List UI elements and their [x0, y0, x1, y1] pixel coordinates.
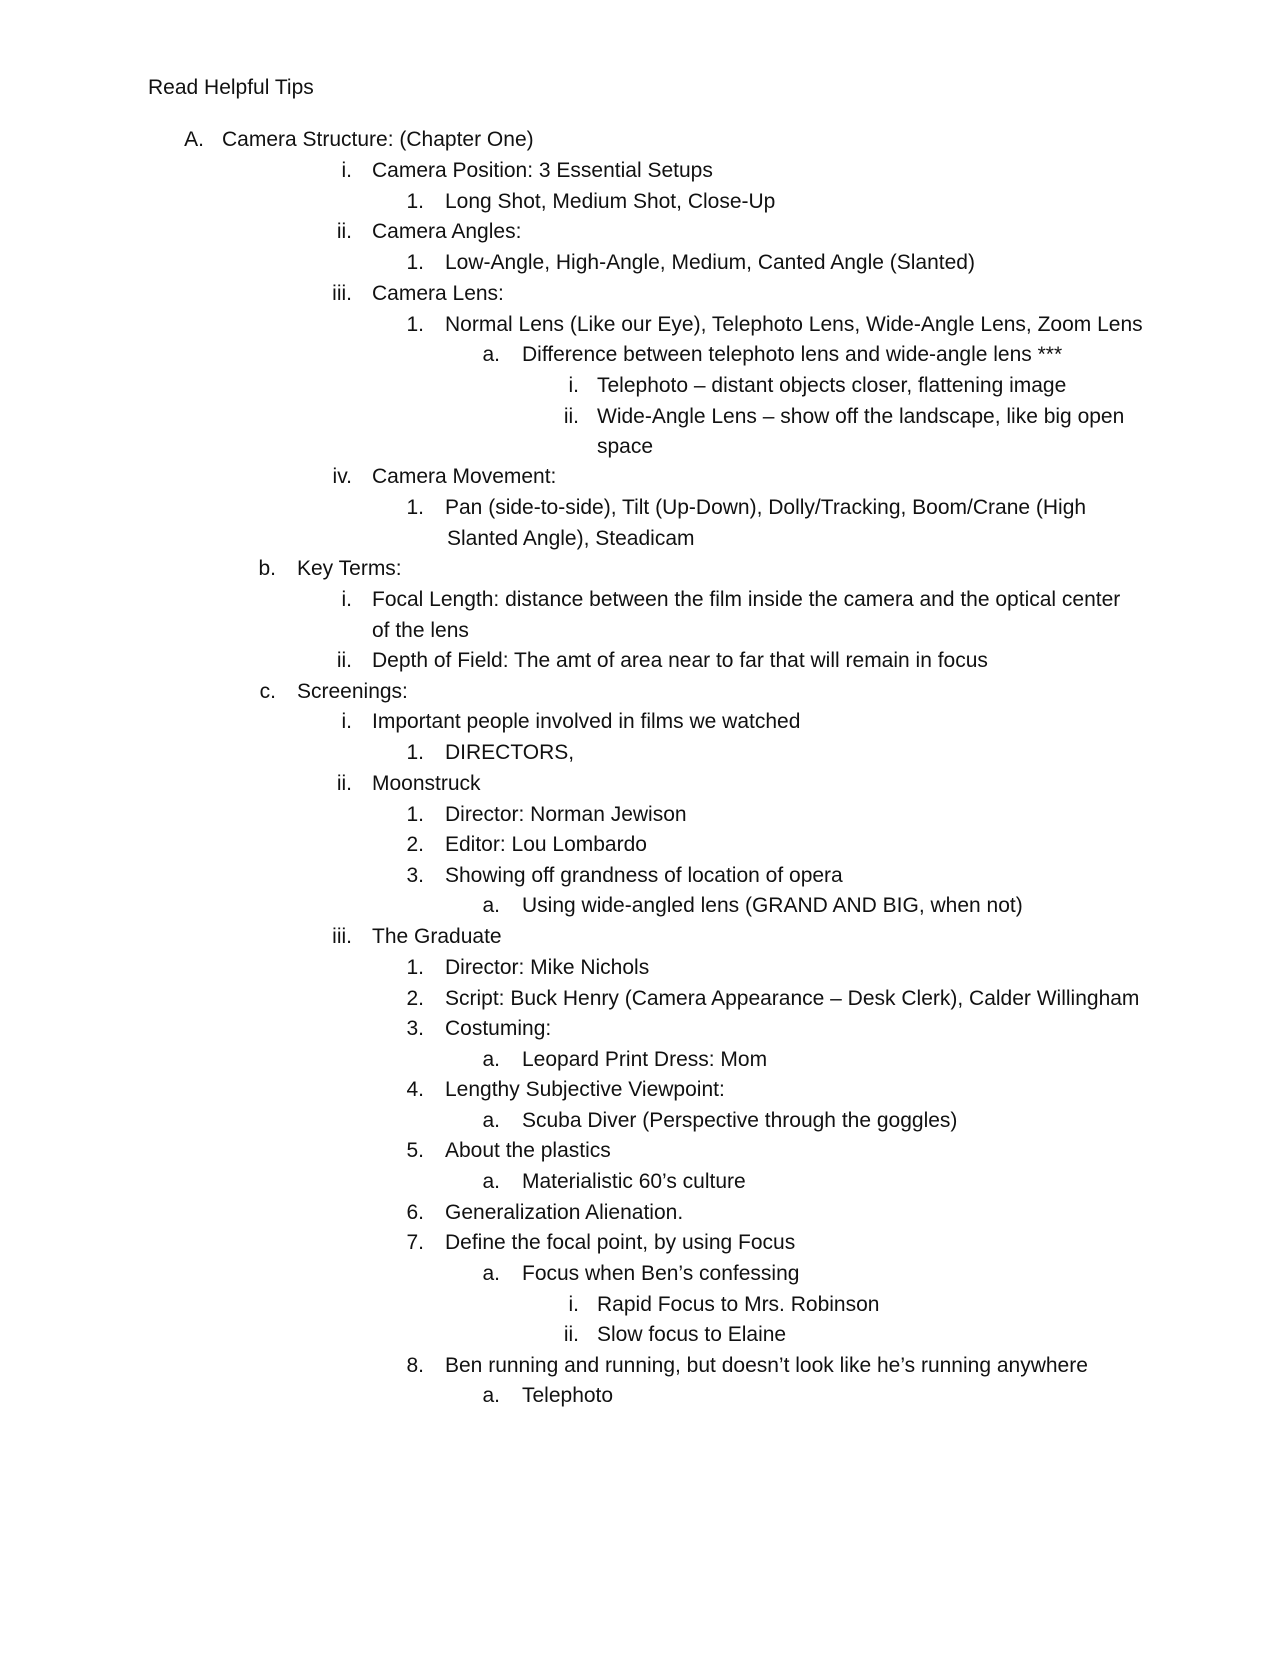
- list-marker: iv.: [332, 465, 352, 488]
- list-marker: c.: [259, 680, 276, 703]
- list-text: Scuba Diver (Perspective through the goggles): [522, 1109, 958, 1132]
- outline-item: [0, 462, 1280, 492]
- outline-item: [0, 1198, 1280, 1228]
- list-marker: 2.: [406, 833, 424, 856]
- list-marker: ii.: [336, 649, 352, 672]
- list-marker: 5.: [406, 1139, 424, 1162]
- outline-item: [0, 1045, 1280, 1075]
- outline-item: [0, 248, 1280, 278]
- list-text: Long Shot, Medium Shot, Close-Up: [445, 190, 776, 213]
- outline-item: [0, 187, 1280, 217]
- list-marker: a.: [482, 1262, 500, 1285]
- list-marker: a.: [482, 1048, 500, 1071]
- list-text: Director: Norman Jewison: [445, 803, 687, 826]
- list-text: Script: Buck Henry (Camera Appearance – Desk Clerk), Calder Willingham: [445, 987, 1140, 1010]
- list-text-continuation: space: [597, 435, 654, 458]
- list-text: Telephoto: [522, 1384, 614, 1407]
- list-text: Depth of Field: The amt of area near to far that will remain in focus: [372, 649, 988, 672]
- list-text: Leopard Print Dress: Mom: [522, 1048, 768, 1071]
- list-text: Important people involved in films we watched: [372, 710, 801, 733]
- list-text: Camera Angles:: [372, 220, 522, 243]
- list-text: Costuming:: [445, 1017, 552, 1040]
- list-marker: ii.: [336, 772, 352, 795]
- list-text: Focus when Ben’s confessing: [522, 1262, 800, 1285]
- outline-item: [0, 493, 1280, 523]
- list-text: Define the focal point, by using Focus: [445, 1231, 796, 1254]
- list-text: Moonstruck: [372, 772, 481, 795]
- list-marker: 3.: [406, 864, 424, 887]
- outline-item: [0, 585, 1280, 615]
- outline-item: [0, 1259, 1280, 1289]
- list-text: Normal Lens (Like our Eye), Telephoto Lens, Wide-Angle Lens, Zoom Lens: [445, 313, 1143, 336]
- list-marker: ii.: [563, 405, 579, 428]
- outline-item: [0, 217, 1280, 247]
- outline-item: [0, 1320, 1280, 1350]
- outline-item: [0, 1228, 1280, 1258]
- outline-item: [0, 646, 1280, 676]
- list-marker: 1.: [406, 803, 424, 826]
- list-text: Slow focus to Elaine: [597, 1323, 787, 1346]
- outline-item: [0, 554, 1280, 584]
- list-marker: 8.: [406, 1354, 424, 1377]
- outline-item: [0, 830, 1280, 860]
- outline-item: [0, 769, 1280, 799]
- list-text: Ben running and running, but doesn’t look like he’s running anywhere: [445, 1354, 1088, 1377]
- list-marker: 4.: [406, 1078, 424, 1101]
- list-text: Materialistic 60’s culture: [522, 1170, 746, 1193]
- list-text-continuation: of the lens: [372, 619, 469, 642]
- list-text: Generalization Alienation.: [445, 1201, 684, 1224]
- list-text: Lengthy Subjective Viewpoint:: [445, 1078, 725, 1101]
- list-text: Director: Mike Nichols: [445, 956, 650, 979]
- list-marker: 1.: [406, 496, 424, 519]
- list-marker: a.: [482, 1170, 500, 1193]
- outline-item: [0, 861, 1280, 891]
- list-marker: i.: [341, 159, 352, 182]
- outline-item: [0, 707, 1280, 737]
- list-text: Rapid Focus to Mrs. Robinson: [597, 1293, 880, 1316]
- list-text: About the plastics: [445, 1139, 611, 1162]
- list-marker: 1.: [406, 313, 424, 336]
- list-marker: i.: [341, 588, 352, 611]
- outline-item: [0, 1106, 1280, 1136]
- list-marker: i.: [568, 374, 579, 397]
- list-marker: 7.: [406, 1231, 424, 1254]
- list-text: Pan (side-to-side), Tilt (Up-Down), Dolly/Tracking, Boom/Crane (High: [445, 496, 1087, 519]
- outline-item: [0, 340, 1280, 370]
- outline-item: [0, 156, 1280, 186]
- outline-item: [0, 1381, 1280, 1411]
- list-marker: 3.: [406, 1017, 424, 1040]
- list-text: Telephoto – distant objects closer, flattening image: [597, 374, 1067, 397]
- list-marker: iii.: [332, 925, 352, 948]
- list-marker: iii.: [332, 282, 352, 305]
- outline-item: [0, 1014, 1280, 1044]
- list-text: Key Terms:: [297, 557, 402, 580]
- list-marker: a.: [482, 1109, 500, 1132]
- list-text: Editor: Lou Lombardo: [445, 833, 647, 856]
- outline-item: [0, 125, 1280, 155]
- list-text: Using wide-angled lens (GRAND AND BIG, when not): [522, 894, 1023, 917]
- outline-item: [0, 402, 1280, 432]
- list-marker: ii.: [336, 220, 352, 243]
- outline-item: [0, 1075, 1280, 1105]
- list-text: Showing off grandness of location of opera: [445, 864, 843, 887]
- list-marker: 1.: [406, 741, 424, 764]
- list-text: Screenings:: [297, 680, 408, 703]
- list-text: Camera Movement:: [372, 465, 557, 488]
- list-marker: b.: [258, 557, 276, 580]
- list-marker: 2.: [406, 987, 424, 1010]
- list-text: Difference between telephoto lens and wide-angle lens ***: [522, 343, 1063, 366]
- outline-item: [0, 800, 1280, 830]
- list-marker: A.: [184, 128, 204, 151]
- outline-item: [0, 984, 1280, 1014]
- outline-item: [0, 891, 1280, 921]
- list-text-continuation: Slanted Angle), Steadicam: [447, 527, 695, 550]
- document-title: Read Helpful Tips: [148, 76, 314, 99]
- outline-item: [0, 922, 1280, 952]
- list-marker: 6.: [406, 1201, 424, 1224]
- outline-item: [0, 371, 1280, 401]
- outline-item: [0, 1136, 1280, 1166]
- list-marker: a.: [482, 1384, 500, 1407]
- list-text: Camera Position: 3 Essential Setups: [372, 159, 713, 182]
- list-text: Camera Lens:: [372, 282, 504, 305]
- outline-item: [0, 738, 1280, 768]
- list-text: Camera Structure: (Chapter One): [222, 128, 534, 151]
- list-marker: 1.: [406, 251, 424, 274]
- outline-item: [0, 677, 1280, 707]
- outline-item: [0, 1290, 1280, 1320]
- list-text: Low-Angle, High-Angle, Medium, Canted Angle (Slanted): [445, 251, 975, 274]
- list-marker: 1.: [406, 190, 424, 213]
- list-text: The Graduate: [372, 925, 502, 948]
- list-marker: ii.: [563, 1323, 579, 1346]
- outline-item: [0, 1351, 1280, 1381]
- list-marker: a.: [482, 343, 500, 366]
- list-text: Focal Length: distance between the film inside the camera and the optical center: [372, 588, 1121, 611]
- outline-item: [0, 953, 1280, 983]
- list-text: Wide-Angle Lens – show off the landscape, like big open: [597, 405, 1125, 428]
- outline-item: [0, 310, 1280, 340]
- outline-item: [0, 1167, 1280, 1197]
- list-text: DIRECTORS,: [445, 741, 575, 764]
- list-marker: i.: [568, 1293, 579, 1316]
- outline-item: [0, 279, 1280, 309]
- list-marker: a.: [482, 894, 500, 917]
- list-marker: 1.: [406, 956, 424, 979]
- list-marker: i.: [341, 710, 352, 733]
